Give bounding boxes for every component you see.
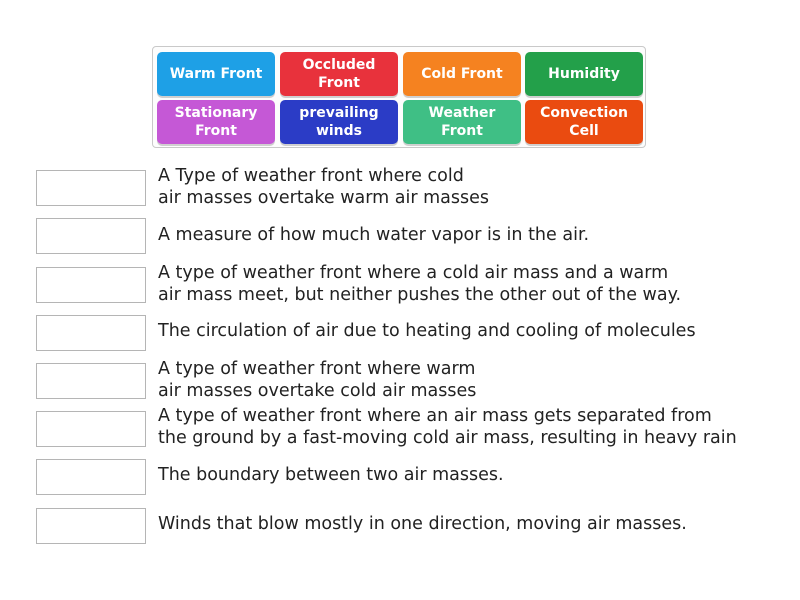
tile-stationary-front[interactable]: Stationary Front xyxy=(157,100,275,144)
description-text: The circulation of air due to heating and cooling of molecules xyxy=(158,321,696,341)
answer-tile-bank xyxy=(152,46,646,148)
answer-drop-slot[interactable] xyxy=(36,411,146,447)
answer-drop-slot[interactable] xyxy=(36,315,146,351)
description-text: The boundary between two air masses. xyxy=(158,465,504,485)
tile-weather-front[interactable]: Weather Front xyxy=(403,100,521,144)
description-text: A type of weather front where a cold air mass and a warm air mass meet, but neither pushes the other out of the way. xyxy=(158,263,682,305)
tile-warm-front[interactable]: Warm Front xyxy=(157,52,275,96)
tile-convection-cell[interactable]: Convection Cell xyxy=(525,100,643,144)
tile-humidity[interactable]: Humidity xyxy=(525,52,643,96)
description-text: Winds that blow mostly in one direction, moving air masses. xyxy=(158,514,687,534)
answer-drop-slot[interactable] xyxy=(36,508,146,544)
answer-drop-slot[interactable] xyxy=(36,363,146,399)
tile-occluded-front[interactable]: Occluded Front xyxy=(280,52,398,96)
answer-drop-slot[interactable] xyxy=(36,459,146,495)
answer-drop-slot[interactable] xyxy=(36,218,146,254)
answer-drop-slot[interactable] xyxy=(36,170,146,206)
tile-cold-front[interactable]: Cold Front xyxy=(403,52,521,96)
tile-prevailing-winds[interactable]: prevailing winds xyxy=(280,100,398,144)
answer-drop-slot[interactable] xyxy=(36,267,146,303)
description-text: A type of weather front where warm air masses overtake cold air masses xyxy=(158,359,477,401)
description-text: A measure of how much water vapor is in the air. xyxy=(158,225,590,245)
description-text: A Type of weather front where cold air masses overtake warm air masses xyxy=(158,166,490,208)
description-text: A type of weather front where an air mass gets separated from the ground by a fast-moving cold air mass, resulting in heavy rain xyxy=(158,406,737,448)
